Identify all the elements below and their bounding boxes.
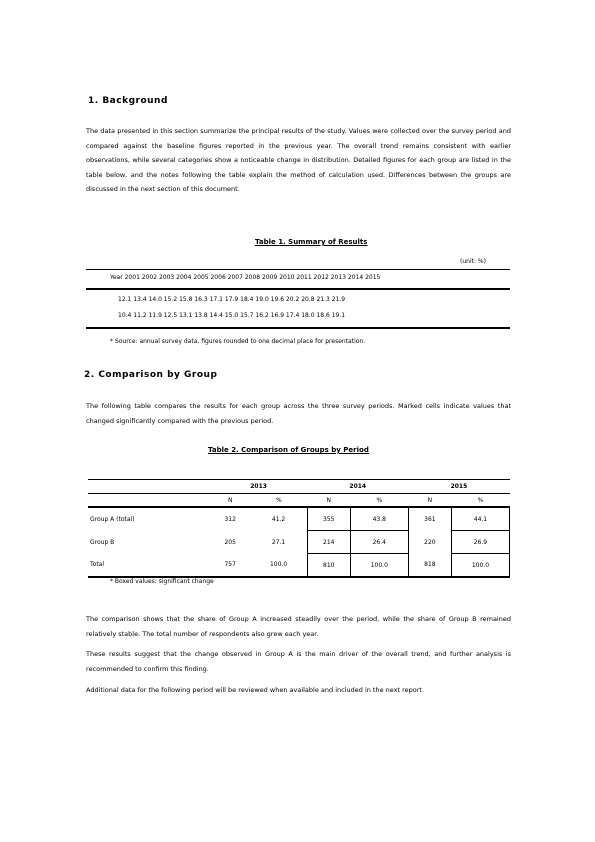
table-2-caption: Table 2. Comparison of Groups by Period (208, 446, 369, 454)
table-row (88, 554, 510, 578)
table-2-subheader: % (250, 494, 307, 508)
table-2-cell: 757 (210, 554, 250, 578)
table-2-cell: 205 (224, 538, 236, 546)
section-1-paragraph: The data presented in this section summarize the principal results of the study. Values were collected over the survey period and compared against the baseline figures reported in the previous year. The overall trend remains consistent with earlier observations, while several categories show a noticeable change in distribution. Detailed figures for each group are listed in the table below, and the notes following the table explain the method of calculation used. Differences between the groups are discussed in the next section of this document. (86, 127, 511, 193)
table-2-cell: 100.0 (451, 554, 509, 578)
table-2-cell: 220 (424, 538, 436, 546)
table-2-subheader: N (307, 494, 350, 508)
table-2-subheader: % (350, 494, 408, 508)
table-1-unit-label: (unit: %) (460, 258, 486, 265)
table-1-header-row: Year 2001 2002 2003 2004 2005 2006 2007 2008 2009 2010 2011 2012 2013 2014 2015 (110, 274, 381, 281)
table-2-cell: 214 (307, 531, 350, 554)
table-2 (88, 479, 510, 578)
table-2-subheader: N (408, 494, 451, 508)
table-2-row-label: Group B (90, 538, 115, 546)
table-row (88, 531, 510, 554)
table-2-cell: 818 (408, 554, 451, 578)
table-2-cell: 361 (424, 515, 436, 523)
table-2-footnote: * Boxed values: significant change (110, 578, 214, 585)
table-2-group-1: 2013 (210, 479, 307, 494)
table-2-cell: 810 (307, 554, 350, 578)
table-2-row-label: Total (88, 554, 210, 578)
table-1-row-1: 12.1 13.4 14.0 15.2 15.8 16.3 17.1 17.9 18.4 19.0 19.6 20.2 20.8 21.3 21.9 (118, 296, 346, 303)
closing-paragraph-2: These results suggest that the change observed in Group A is the main driver of the overall trend, and further analysis is recommended to confirm this finding. (86, 650, 511, 673)
table-2-cell: 312 (224, 515, 236, 523)
table-2-group-3: 2015 (408, 479, 509, 494)
table-1-bottom-rule (86, 327, 510, 329)
table-2-subheader: N (210, 494, 250, 508)
table-1-top-rule (86, 269, 510, 270)
table-2-cell: 355 (307, 507, 350, 531)
section-heading-1: 1. Background (88, 96, 168, 106)
table-2-cell: 26.4 (350, 531, 408, 554)
table-2-cell: 41.2 (271, 515, 286, 523)
table-2-cell: 26.9 (451, 531, 509, 554)
table-2-cell: 43.8 (350, 507, 408, 531)
table-2-cell: 27.1 (271, 538, 286, 546)
section-2-paragraph: The following table compares the results for each group across the three survey periods. Marked cells indicate values that changed significantly compared with the previous period. (86, 402, 511, 425)
table-2-subheader: % (451, 494, 509, 508)
section-heading-2: 2. Comparison by Group (84, 370, 218, 380)
table-1-caption: Table 1. Summary of Results (255, 238, 368, 246)
table-2-cell: 100.0 (350, 554, 408, 578)
closing-paragraph-3: Additional data for the following period will be reviewed when available and included in the next report. (86, 686, 425, 694)
table-2-cell: 100.0 (250, 554, 307, 578)
table-2-row-label: Group A (total) (90, 515, 135, 523)
table-1-row-2: 10.4 11.2 11.9 12.5 13.1 13.8 14.4 15.0 15.7 16.2 16.9 17.4 18.0 18.6 19.1 (118, 312, 346, 319)
table-2-cell: 44.1 (451, 507, 509, 531)
closing-paragraph-1: The comparison shows that the share of Group A increased steadily over the period, while the share of Group B remained relatively stable. The total number of respondents also grew each year. (86, 615, 511, 638)
table-row (88, 507, 510, 531)
table-2-group-2: 2014 (307, 479, 408, 494)
table-1-header-rule (86, 288, 510, 290)
table-1-footnote: * Source: annual survey data, figures rounded to one decimal place for presentation. (110, 338, 366, 345)
